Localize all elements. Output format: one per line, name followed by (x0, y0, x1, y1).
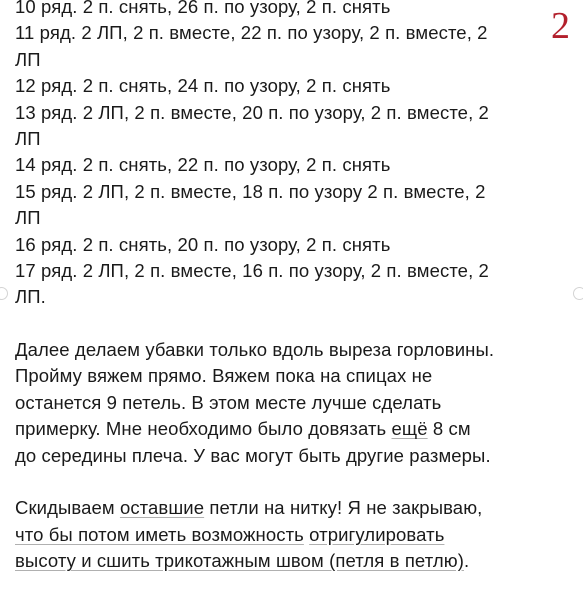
paragraph1-line4 (15, 416, 550, 442)
row-12: 12 ряд. 2 п. снять, 24 п. по узору, 2 п. снять (15, 75, 391, 97)
underlined-word: оставшие (119, 497, 205, 519)
paragraph1-line2: Пройму вяжем прямо. Вяжем пока на спицах не (15, 365, 433, 387)
paragraph2-line1-start: Скидываем (15, 497, 120, 519)
paragraph-gap (15, 311, 550, 337)
paragraph1-line5: до середины плеча. У вас могут быть другие размеры. (15, 444, 491, 466)
paragraph-gap (15, 469, 550, 495)
carousel-next-button[interactable] (573, 287, 583, 300)
underlined-phrase: что бы потом иметь возможность (15, 523, 304, 545)
underlined-word: ещё (391, 418, 428, 440)
instruction-text (15, 0, 550, 575)
underlined-word: отригулировать (309, 523, 445, 545)
paragraph1-line4-text: примерку. Мне необходимо было довязать (15, 418, 392, 440)
underlined-phrase: высоту и сшить трикотажным швом (петля в петлю) (15, 550, 465, 572)
row-17-cont: ЛП. (15, 286, 46, 308)
paragraph1-line4-end: 8 см (427, 418, 471, 440)
row-13: 13 ряд. 2 ЛП, 2 п. вместе, 20 п. по узору, 2 п. вместе, 2 (15, 101, 489, 123)
row-11-cont: ЛП (15, 48, 41, 70)
row-17: 17 ряд. 2 ЛП, 2 п. вместе, 16 п. по узору, 2 п. вместе, 2 (15, 259, 489, 281)
paragraph2-line2 (15, 522, 550, 548)
row-10: 10 ряд. 2 п. снять, 26 п. по узору, 2 п. снять (15, 0, 391, 17)
row-11: 11 ряд. 2 ЛП, 2 п. вместе, 22 п. по узору, 2 п. вместе, 2 (15, 22, 488, 44)
row-13-cont: ЛП (15, 127, 41, 149)
paragraph2-line3-end: . (464, 550, 470, 572)
paragraph1-line3: останется 9 петель. В этом месте лучше сделать (15, 391, 442, 413)
paragraph2-line1 (15, 495, 550, 521)
row-16: 16 ряд. 2 п. снять, 20 п. по узору, 2 п. снять (15, 233, 391, 255)
carousel-prev-button[interactable] (0, 287, 8, 300)
paragraph2-line3 (15, 548, 550, 574)
paragraph1-line1: Далее делаем убавки только вдоль выреза горловины. (15, 339, 495, 361)
row-15-cont: ЛП (15, 207, 41, 229)
page-number: 2 (551, 5, 570, 47)
paragraph2-line1-end: петли на нитку! Я не закрываю, (204, 497, 483, 519)
row-15: 15 ряд. 2 ЛП, 2 п. вместе, 18 п. по узору 2 п. вместе, 2 (15, 180, 486, 202)
row-14: 14 ряд. 2 п. снять, 22 п. по узору, 2 п. снять (15, 154, 391, 176)
